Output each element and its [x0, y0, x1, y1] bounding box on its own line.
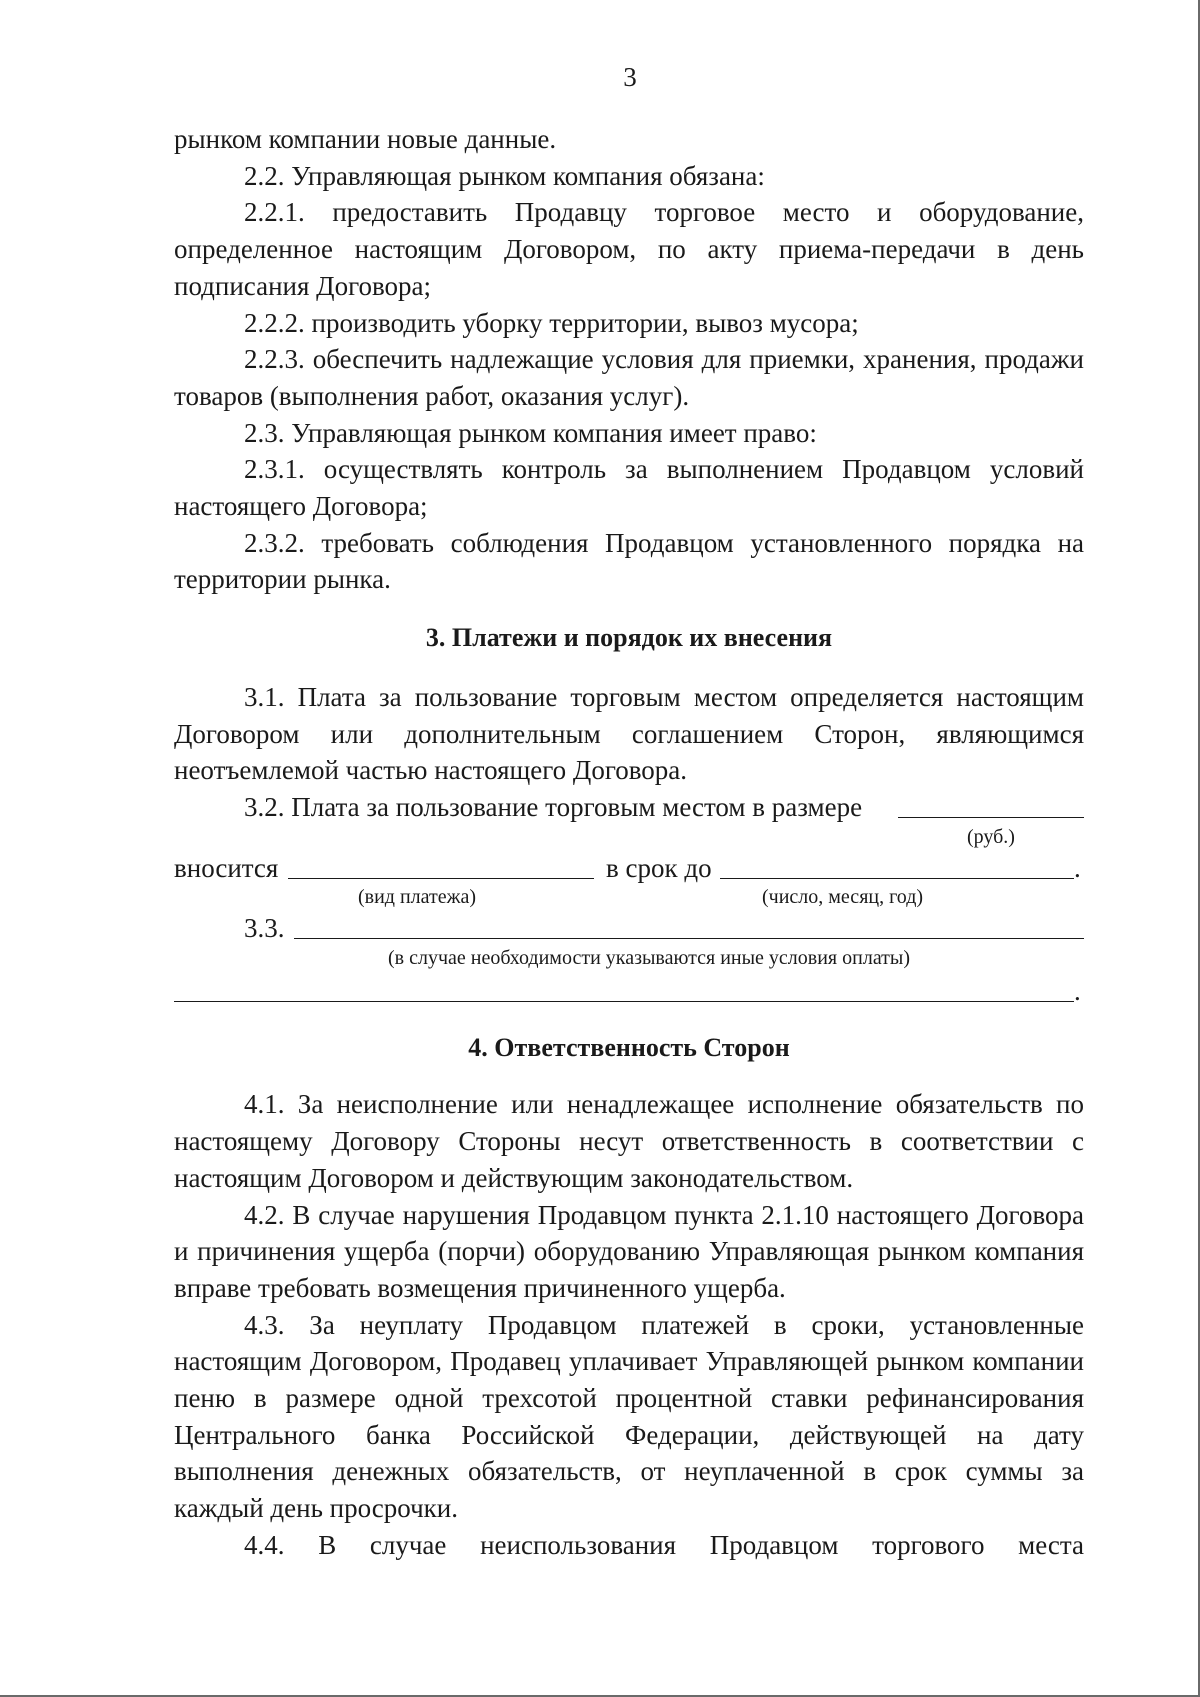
caption-rub: (руб.)	[967, 825, 1015, 848]
paragraph-3-2	[174, 789, 1084, 826]
date-blank	[720, 854, 1074, 879]
period: .	[1074, 852, 1081, 883]
caption-date: (число, месяц, год)	[762, 886, 924, 909]
paragraph: 2.2.3. обеспечить надлежащие условия для приемки, хранения, продажи товаров (выполнения работ, оказания услуг).	[174, 344, 1084, 411]
paragraph: рынком компании новые данные.	[174, 124, 557, 154]
other-terms-blank	[294, 914, 1084, 939]
paragraph-4-4: 4.4. В случае неиспользования Продавцом торгового места	[244, 1529, 1084, 1560]
paragraph: 2.3.1. осуществлять контроль за выполнением Продавцом условий настоящего Договора;	[174, 454, 1084, 522]
caption-payment-type: (вид платежа)	[358, 886, 476, 909]
amount-blank	[898, 793, 1084, 818]
paragraph: 2.3.2. требовать соблюдения Продавцом установленного порядка на территории рынка.	[174, 527, 1084, 595]
paragraph-4-3: 4.3. За неуплату Продавцом платежей в сроки, установленные настоящим Договором, Продавец уплачивает Управляющей рынком компании пеню в размере одной трехсотой процентной ставки рефинансирования Центрального банка Российской Федерации, действующей на дату выполнения денежных обязательств, от неуплаченной в срок суммы за каждый день просрочки.	[174, 1309, 1084, 1524]
caption-other-terms: (в случае необходимости указываются иные условия оплаты)	[388, 947, 911, 970]
payment-type-blank	[288, 854, 594, 879]
other-terms-line-2	[174, 973, 1084, 1010]
paragraph-4-1: 4.1. За неисполнение или ненадлежащее исполнение обязательств по настоящему Договору Стороны несут ответственность в соответствии с настоящим Договором и действующим законодательством.	[174, 1089, 1084, 1193]
section-4-heading: 4. Ответственность Сторон	[468, 1032, 790, 1062]
section-3-heading: 3. Платежи и порядок их внесения	[425, 623, 833, 653]
vnositsya-label: вносится	[174, 852, 279, 883]
paragraph-3-2-text: 3.2. Плата за пользование торговым местом в размере	[244, 791, 863, 822]
paragraph: 2.2. Управляющая рынком компания обязана:	[244, 160, 765, 191]
paragraph: 2.3. Управляющая рынком компания имеет право:	[244, 417, 817, 448]
period: .	[1074, 976, 1081, 1007]
page-number: 3	[623, 62, 637, 92]
v-srok-do-label: в срок до	[606, 852, 712, 883]
other-terms-blank-2	[174, 977, 1074, 1002]
paragraph: 2.2.2. производить уборку территории, вывоз мусора;	[244, 307, 859, 338]
paragraph-3-3-label: 3.3.	[244, 913, 285, 944]
payment-line	[174, 850, 1084, 887]
document-body	[174, 121, 1084, 1564]
paragraph-4-2: 4.2. В случае нарушения Продавцом пункта 2.1.10 настоящего Договора и причинения ущерба (порчи) оборудованию Управляющая рынком компания вправе требовать возмещения причиненного ущерба.	[174, 1199, 1084, 1303]
paragraph: 2.2.1. предоставить Продавцу торговое место и оборудование, определенное настоящим Договором, по акту приема-передачи в день подписания Договора;	[174, 197, 1084, 301]
paragraph-3-1: 3.1. Плата за пользование торговым местом определяется настоящим Договором или дополнительным соглашением Сторон, являющимся неотъемлемой частью настоящего Договора.	[174, 681, 1084, 786]
paragraph-3-3	[174, 910, 1084, 947]
